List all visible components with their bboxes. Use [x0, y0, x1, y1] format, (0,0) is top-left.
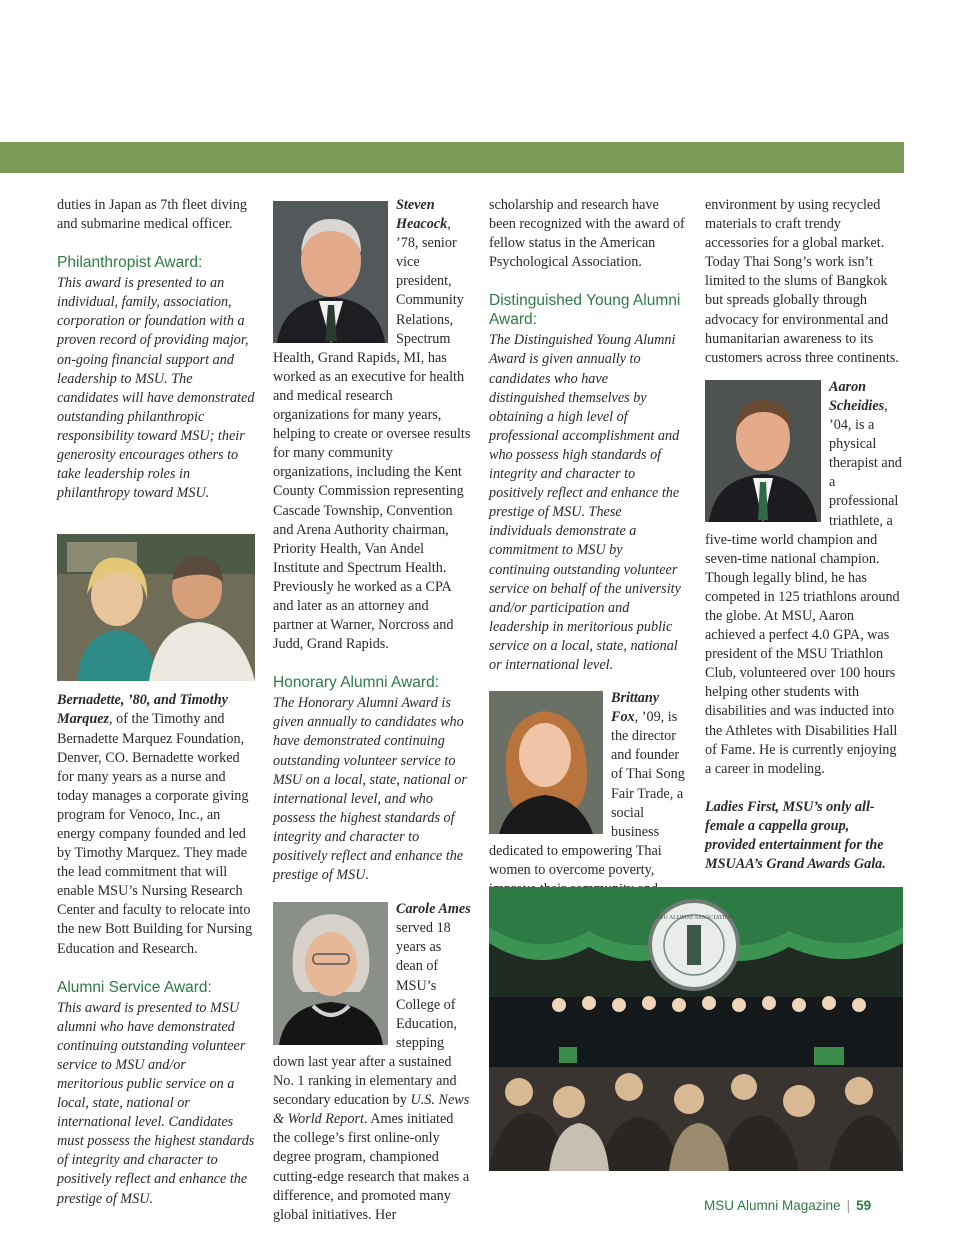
heacock-photo — [273, 201, 388, 343]
gala-photo — [489, 887, 903, 1171]
column-1 — [57, 196, 255, 1209]
continued-text: environment by using recycled materials to craft trendy accessories for a global market. Today Thai Song’s work isn’t limited to the slums of Bangkok but spreads globally through advocacy for environmental and humanitarian awareness to its customers across three continents. — [705, 197, 899, 366]
alumni-service-award-description: This award is presented to MSU alumni who have demonstrated continuing outstanding volunteer service to MSU and/or meritorious public service on a local, state, national or international level. Candidates must possess the highest standards of integrity and character to positively reflect and enhance the prestige of MSU. — [57, 999, 255, 1207]
marquez-bio: Bernadette, ’80, and Timothy Marquez, of the Timothy and Bernadette Marquez Foundation, Denver, CO. Bernadette worked for many years as a nurse and today manages a corporate giving program for Venoco, Inc., an energy company founded and led by Timothy Marquez. They made the lead commitment that will enable MSU’s Nursing Research Center and faculty to relocate into the new Bott Building for Nursing Education and Research. — [57, 692, 253, 957]
fox-photo — [489, 691, 603, 834]
ames-name: Carole Ames — [396, 901, 471, 918]
fox-name: Brittany Fox — [611, 690, 660, 726]
ames-bio: Carole Ames served 18 years as dean of MSU’s College of Education, stepping down last year after a sustained No. 1 ranking in elementary and secondary education by U.S. News & World Report. Ames initiated the college’s first online-only degree program, championed cutting-edge research that makes a difference, and promoted many global initiatives. Her — [273, 901, 471, 1223]
scheidies-name: Aaron Scheidies — [829, 378, 885, 414]
ames-photo — [273, 902, 388, 1045]
distinguished-young-alumni-award-description: The Distinguished Young Alumni Award is given annually to candidates who have distinguished themselves by obtaining a high level of professional accomplishment and who possess high standards of integrity and character to positively reflect and enhance the prestige of MSU. These individuals demonstrate a commitment to MSU by continuing outstanding volunteer service on behalf of the university and/or participation and leadership in meritorious public service on a local, state, national or international level. — [489, 332, 681, 673]
alumni-service-award-heading: Alumni Service Award: — [57, 978, 212, 996]
page-footer: MSU Alumni Magazine | 59 — [704, 1198, 872, 1213]
distinguished-young-alumni-award-heading: Distinguished Young Alumni Award: — [489, 292, 681, 329]
ames-publication: U.S. News & World Report — [273, 1092, 470, 1128]
scheidies-photo — [705, 380, 821, 522]
honorary-alumni-award-description: The Honorary Alumni Award is given annually to candidates who have demonstrated continuing outstanding volunteer service to MSU on a local, state, national or international level, and who possess the highest standards of integrity and character to positively reflect and enhance the prestige of MSU. — [273, 695, 467, 884]
page-number: 59 — [856, 1198, 872, 1213]
marquez-name: Bernadette, ’80, and Timothy Marquez — [57, 692, 228, 728]
column-3 — [489, 196, 685, 918]
column-4 — [705, 196, 903, 874]
heacock-name: Steven Heacock — [396, 197, 448, 233]
heacock-bio: Steven Heacock, ’78, senior vice president, Community Relations, Spectrum Health, Grand Rapids, MI, has worked as an executive for health and medical research organizations for many years, helping to create or oversee results for many community organizations, including the Kent County Commission representing Cascade Township, Convention and Arena Authority chairman, Priority Health, Van Andel Institute and Spectrum Health. Previously he worked as a CPA and later as an attorney and partner at Warner, Norcross and Judd, Grand Rapids. — [273, 197, 471, 653]
continued-text: duties in Japan as 7th fleet diving and submarine medical officer. — [57, 197, 247, 233]
magazine-name: MSU Alumni Magazine — [704, 1198, 841, 1213]
column-2 — [273, 196, 471, 1225]
fox-bio: Brittany Fox, ’09, is the director and founder of Thai Song Fair Trade, a social business dedicated to empowering Thai women to overcome poverty, — [489, 690, 685, 878]
header-color-band — [0, 142, 904, 173]
photo-caption: Ladies First, MSU’s only all-female a cappella group, provided entertainment for the MSUAA’s Grand Awards Gala. — [705, 798, 886, 873]
continued-text: scholarship and research have been recognized with the award of fellow status in the American Psychological Association. — [489, 197, 685, 271]
banner-text: MSU ALUMNI ASSOCIATION — [654, 915, 734, 921]
scheidies-bio: Aaron Scheidies, ’04, is a physical therapist and a professional triathlete, a five-time world champion and seven-time national champion. Though legally blind, he has competed in 125 triathlons around the globe. At MSU, Aaron achieved a perfect 4.0 GPA, was president of the MSU Triathlon Club, volunteered over 100 hours helping other students with disabilities and was inducted into the Athletes with Disabilities Hall of Fame. He is currently enjoying a career in modeling. — [705, 378, 902, 777]
honorary-alumni-award-heading: Honorary Alumni Award: — [273, 674, 439, 692]
philanthropist-award-description: This award is presented to an individual, family, association, corporation or foundation with a proven record of providing major, on-going financial support and leadership to MSU. The candidates will have demonstrated outstanding philanthropic responsibility toward MSU; their generosity encourages others to take leadership roles in philanthropy toward MSU. — [57, 275, 255, 502]
philanthropist-award-heading: Philanthropist Award: — [57, 254, 203, 272]
marquez-photo — [57, 534, 255, 681]
